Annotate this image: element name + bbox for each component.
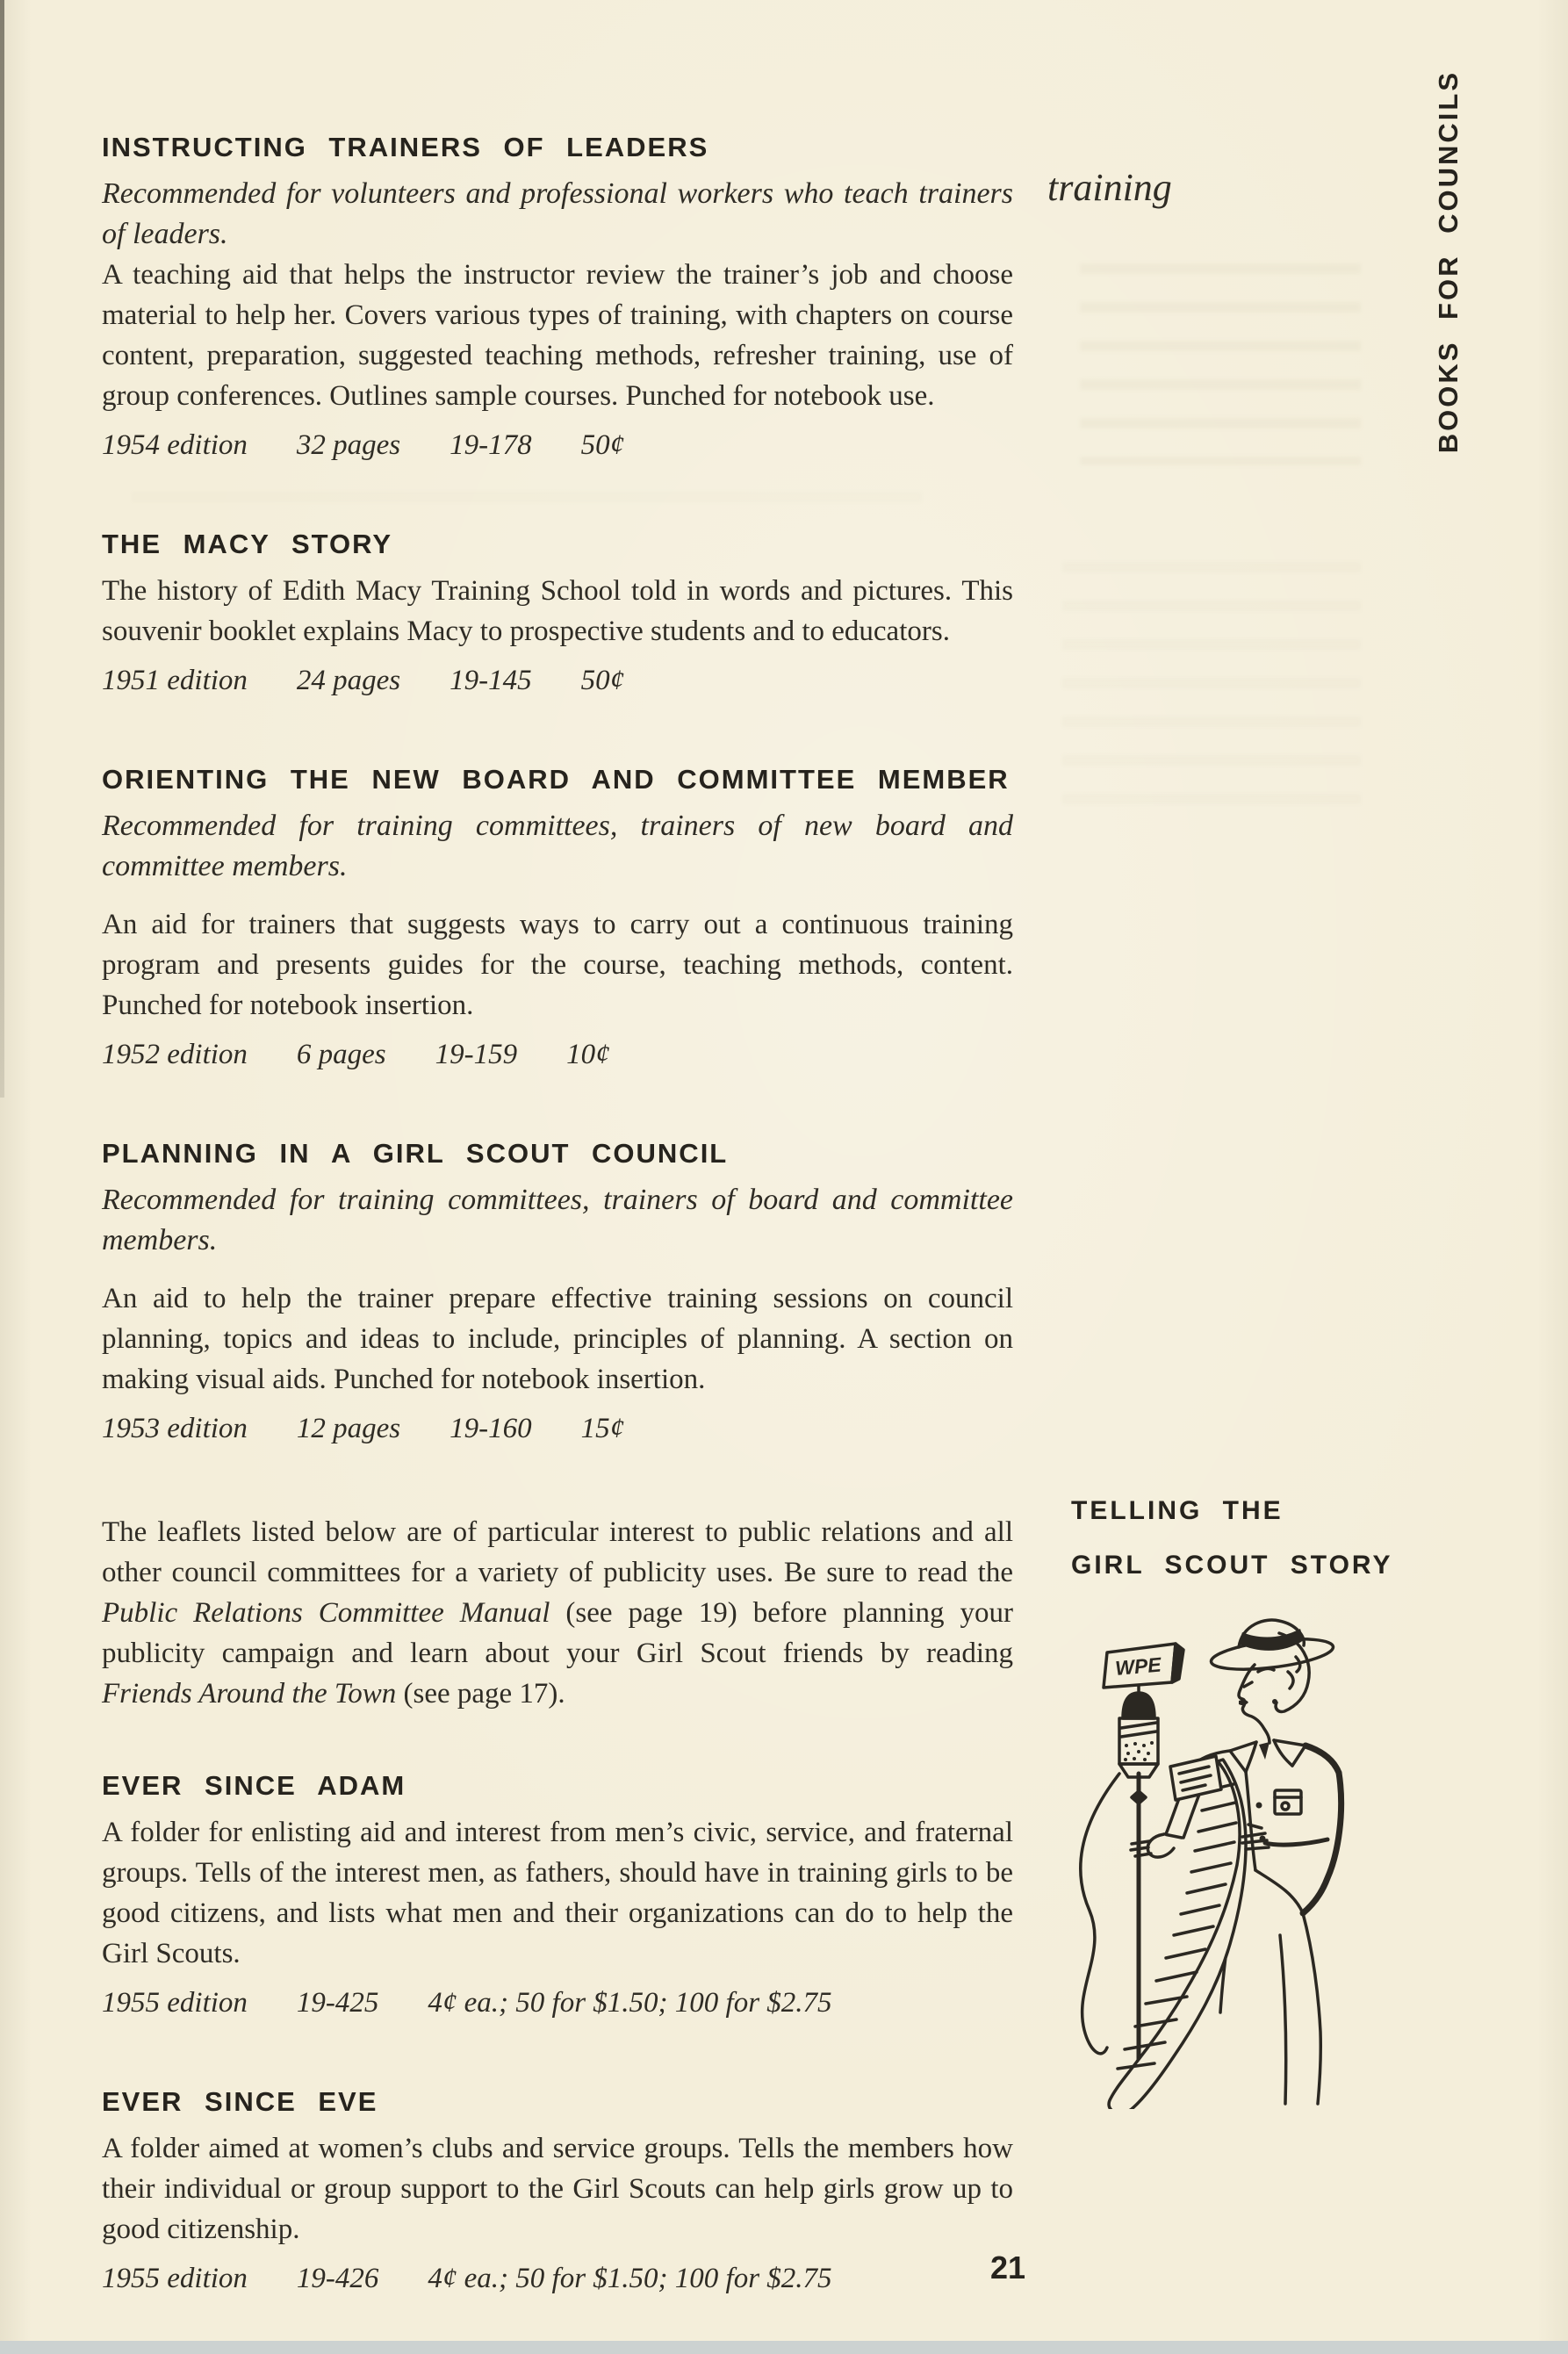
- book-listing-ever-since-eve: [102, 2086, 1013, 2299]
- book-order-line: [102, 1408, 1013, 1449]
- book-title: EVER SINCE EVE: [102, 2086, 378, 2117]
- referenced-title: Friends Around the Town: [102, 1678, 397, 1710]
- illustration-scout-leader-broadcast: [1058, 1617, 1374, 2109]
- intro-text: (see page 17).: [396, 1678, 565, 1710]
- scan-edge-bottom: [0, 2341, 1568, 2354]
- heading-line-2: GIRL SCOUT STORY: [1071, 1551, 1393, 1580]
- station-flag: [1104, 1644, 1183, 1688]
- ink-bleedthrough: [1062, 562, 1361, 825]
- page-count: 12 pages: [296, 1413, 401, 1444]
- book-title: INSTRUCTING TRAINERS OF LEADERS: [102, 132, 709, 162]
- book-description: A teaching aid that helps the instructor review the trainer’s job and choose material to help her. Covers various types of training, with chapters on course content, preparation, suggested teaching methods, refresher training, use of group conferences. Outlines sample courses. Punched for notebook use.: [102, 259, 1013, 412]
- book-description: The history of Edith Macy Training School told in words and pictures. This souvenir booklet explains Macy to prospective students and to educators.: [102, 575, 1013, 647]
- catalog-number: 19-178: [450, 429, 532, 461]
- hands: [1131, 1825, 1327, 1857]
- catalog-number: 19-145: [450, 665, 532, 696]
- heading-line-1: TELLING THE: [1071, 1496, 1284, 1525]
- page-count: 32 pages: [296, 429, 401, 461]
- scan-edge-left: [0, 0, 4, 1098]
- page-number: 21: [990, 2250, 1026, 2286]
- referenced-title: Public Relations Committee Manual: [102, 1597, 550, 1629]
- book-audience-note: Recommended for volunteers and professional workers who teach trainers of leaders.: [102, 177, 1013, 250]
- catalog-number: 19-426: [296, 2263, 379, 2294]
- book-title: ORIENTING THE NEW BOARD AND COMMITTEE MEMBER: [102, 764, 1010, 795]
- book-listing-macy-story: [102, 529, 1013, 701]
- page-count: 6 pages: [296, 1039, 386, 1070]
- edition-year: 1953 edition: [102, 1413, 248, 1444]
- scroll: [1109, 1756, 1246, 2109]
- book-order-line: [102, 660, 1013, 701]
- book-description: An aid to help the trainer prepare effective training sessions on council planning, topics and ideas to include, principles of planning. A section on making visual aids. Punched for notebook insertion.: [102, 1283, 1013, 1395]
- side-label-books-for-councils: BOOKS FOR COUNCILS: [1433, 70, 1464, 454]
- catalog-number: 19-160: [450, 1413, 532, 1444]
- category-label-training: training: [1047, 166, 1172, 209]
- price: 15¢: [580, 1413, 625, 1444]
- ink-bleedthrough: [1080, 263, 1361, 465]
- book-description: A folder for enlisting aid and interest from men’s civic, service, and fraternal groups. Tells of the interest men, as fathers, should have in training girls to be good citizens, and lists what men and their organizations can do to help the Girl Scouts.: [102, 1817, 1013, 1969]
- edition-year: 1955 edition: [102, 2263, 248, 2294]
- price: 4¢ ea.; 50 for $1.50; 100 for $2.75: [428, 1987, 832, 2019]
- intro-text: (see page 19) before planning your publicity campaign and learn about your Girl Scout friends by reading: [102, 1597, 1013, 1669]
- price: 50¢: [580, 429, 625, 461]
- book-order-line: [102, 1983, 1013, 2023]
- book-audience-note: Recommended for training committees, trainers of new board and committee members.: [102, 810, 1013, 882]
- main-text-column: [102, 132, 1013, 2354]
- book-listing-orienting-new-board: [102, 764, 1013, 1075]
- book-description: An aid for trainers that suggests ways to carry out a continuous training program and presents guides for the course, teaching methods, content. Punched for notebook insertion.: [102, 909, 1013, 1021]
- microphone-cable-icon: [1081, 1774, 1119, 2054]
- catalog-number: 19-159: [435, 1039, 518, 1070]
- book-title: THE MACY STORY: [102, 529, 393, 559]
- price: 50¢: [580, 665, 625, 696]
- edition-year: 1952 edition: [102, 1039, 248, 1070]
- book-order-line: [102, 2258, 1013, 2299]
- edition-year: 1954 edition: [102, 429, 248, 461]
- publicity-leaflets-intro: [102, 1512, 1013, 1714]
- book-description: A folder aimed at women’s clubs and service groups. Tells the members how their individual or group support to the Girl Scouts can help girls grow up to good citizenship.: [102, 2133, 1013, 2245]
- price: 4¢ ea.; 50 for $1.50; 100 for $2.75: [428, 2263, 832, 2294]
- edition-year: 1951 edition: [102, 665, 248, 696]
- catalog-number: 19-425: [296, 1987, 379, 2019]
- book-listing-planning-council: [102, 1138, 1013, 1449]
- page-count: 24 pages: [296, 665, 401, 696]
- book-title: PLANNING IN A GIRL SCOUT COUNCIL: [102, 1138, 729, 1169]
- book-listing-ever-since-adam: [102, 1770, 1013, 2023]
- telling-girl-scout-story-heading: [1071, 1484, 1392, 1593]
- station-flag-text: WPE: [1114, 1652, 1162, 1680]
- book-title: EVER SINCE ADAM: [102, 1770, 406, 1801]
- book-audience-note: Recommended for training committees, trainers of board and committee members.: [102, 1184, 1013, 1256]
- edition-year: 1955 edition: [102, 1987, 248, 2019]
- price: 10¢: [566, 1039, 610, 1070]
- microphone-icon: [1119, 1668, 1158, 2098]
- intro-text: The leaflets listed below are of particular interest to public relations and all other council committees for a variety of publicity uses. Be sure to read the: [102, 1516, 1013, 1588]
- book-order-line: [102, 425, 1013, 465]
- book-listing-instructing-trainers: [102, 132, 1013, 465]
- book-order-line: [102, 1034, 1013, 1075]
